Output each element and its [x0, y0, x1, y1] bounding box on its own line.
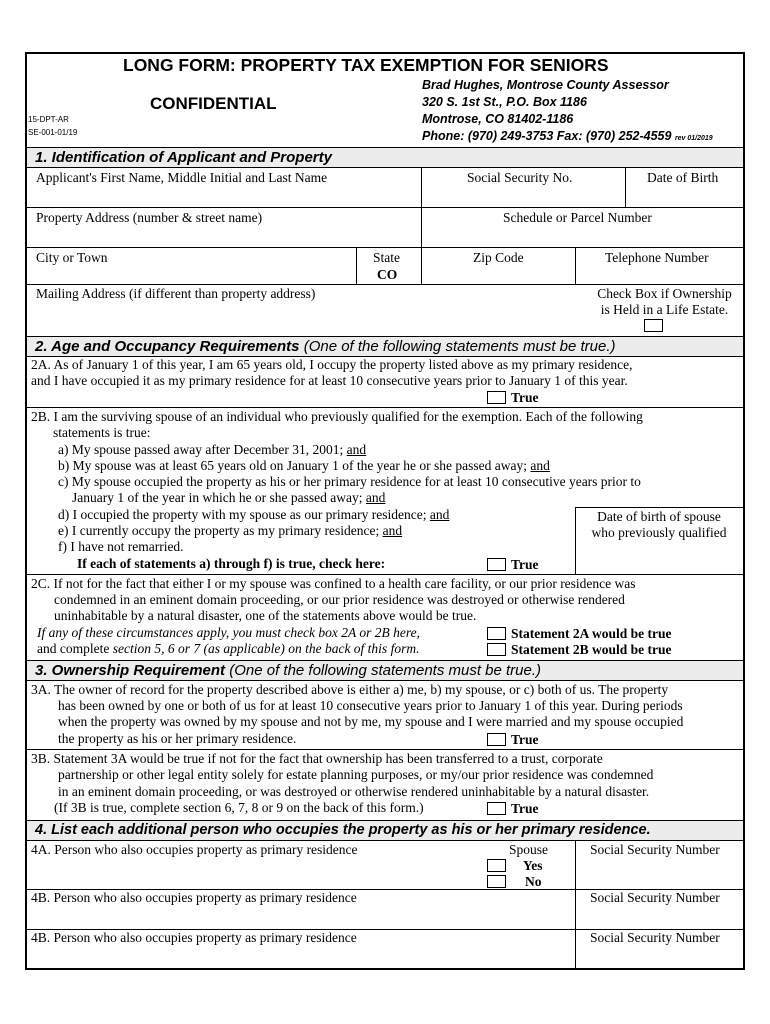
state-label: State [373, 250, 400, 265]
ssn-field[interactable]: Social Security No. [467, 170, 573, 185]
life-estate-label [587, 286, 742, 318]
statement-3a-checkbox[interactable] [487, 733, 506, 746]
spouse-dob-line-1: Date of birth of spouse [597, 509, 721, 524]
statement-3b-line-3: in an eminent domain proceeding, or was destroyed or otherwise rendered uninhabitable by a natural disaster. [58, 784, 650, 799]
section-2-header [27, 337, 743, 356]
spouse-label: Spouse [509, 842, 549, 857]
statement-2b-e-text: e) I currently occupy the property as my primary residence; [58, 523, 383, 538]
and-word: and [530, 458, 550, 473]
statement-2c-line-5 [37, 641, 419, 657]
statement-2a-would-be-true-checkbox[interactable] [487, 627, 506, 640]
statement-2a-line-1: 2A. As of January 1 of this year, I am 65 years old, I occupy the property listed above as my primary residence, [31, 357, 633, 372]
section-4-header: 4. List each additional person who occupies the property as his or her primary residence. [27, 821, 743, 840]
ssn-4c-field[interactable]: Social Security Number [590, 930, 720, 945]
form-code-1: 15-DPT-AR [28, 115, 69, 124]
assessor-phone: Phone: (970) 249-3753 Fax: (970) 252-4559 [422, 129, 672, 143]
section-3-header [27, 661, 743, 680]
statement-3a-true: True [511, 732, 539, 747]
statement-2b-would-be-true-label: Statement 2B would be true [511, 642, 672, 657]
life-estate-checkbox[interactable] [644, 319, 663, 332]
statement-3b-line-4: (If 3B is true, complete section 6, 7, 8 or 9 on the back of this form.) [54, 800, 424, 815]
statement-2b-c-line-2 [72, 490, 385, 506]
statement-2a-true: True [511, 390, 539, 405]
assessor-address1: 320 S. 1st St., P.O. Box 1186 [422, 95, 587, 109]
statement-2b-e [58, 523, 402, 539]
statement-2c-line-4: If any of these circumstances apply, you must check box 2A or 2B here, [37, 625, 421, 640]
zip-field[interactable]: Zip Code [473, 250, 524, 265]
spouse-no-label: No [525, 874, 542, 889]
statement-2b-c-text: January 1 of the year in which he or she passed away; [72, 490, 366, 505]
statement-2b-d-text: d) I occupied the property with my spouse as our primary residence; [58, 507, 430, 522]
statement-2c-line-5a: and complete [37, 641, 113, 656]
statement-2c-line-3: uninhabitable by a natural disaster, one of the statements above would be true. [54, 608, 477, 623]
section-1-header: 1. Identification of Applicant and Property [27, 148, 743, 167]
telephone-field[interactable]: Telephone Number [605, 250, 709, 265]
assessor-name: Brad Hughes, Montrose County Assessor [422, 78, 669, 92]
spouse-yes-checkbox[interactable] [487, 859, 506, 872]
statement-2b-checkbox[interactable] [487, 558, 506, 571]
confidential-label: CONFIDENTIAL [150, 94, 277, 113]
and-word: and [365, 490, 386, 505]
section-2-subtitle: (One of the following statements must be true.) [299, 338, 616, 355]
parcel-number-field[interactable]: Schedule or Parcel Number [503, 210, 652, 225]
section-2-title: 2. Age and Occupancy Requirements [35, 338, 300, 355]
dob-field[interactable]: Date of Birth [647, 170, 719, 185]
state-value: CO [377, 267, 398, 282]
form-body [25, 52, 745, 970]
statement-3b-line-1: 3B. Statement 3A would be true if not for the fact that ownership has been transferred to a trust, corporate [31, 751, 603, 766]
revision-date: rev 01/2019 [674, 135, 713, 142]
spouse-dob-field[interactable] [575, 509, 743, 541]
statement-2b-a-text: a) My spouse passed away after December 31, 2001; [58, 442, 347, 457]
statement-2c-line-2: condemned in an eminent domain proceeding, or our prior residence was destroyed or otherwise rendered [54, 592, 625, 607]
person-4a-field[interactable]: 4A. Person who also occupies property as primary residence [31, 842, 358, 857]
property-address-field[interactable]: Property Address (number & street name) [36, 210, 263, 225]
statement-3b-line-2: partnership or other legal entity solely for estate planning purposes, or my/our prior residence was condemned [58, 767, 654, 782]
and-word: and [429, 507, 450, 522]
statement-2a-would-be-true-label: Statement 2A would be true [511, 626, 672, 641]
ssn-4b-field[interactable]: Social Security Number [590, 890, 720, 905]
statement-2b-true: True [511, 557, 539, 572]
spouse-yes-label: Yes [523, 858, 543, 873]
ssn-4a-field[interactable]: Social Security Number [590, 842, 720, 857]
section-3-title: 3. Ownership Requirement [35, 662, 226, 679]
statement-2b-would-be-true-checkbox[interactable] [487, 643, 506, 656]
statement-2b-b [58, 458, 550, 474]
statement-2b-check-label: If each of statements a) through f) is true, check here: [77, 556, 386, 571]
spouse-dob-line-2: who previously qualified [591, 525, 727, 540]
statement-2b-d [58, 507, 449, 523]
section-3-subtitle: (One of the following statements must be true.) [225, 662, 542, 679]
life-estate-line-2: is Held in a Life Estate. [600, 302, 729, 317]
city-field[interactable]: City or Town [36, 250, 108, 265]
statement-2b-b-text: b) My spouse was at least 65 years old on January 1 of the year he or she passed away; [58, 458, 531, 473]
form-title: LONG FORM: PROPERTY TAX EXEMPTION FOR SENIORS [123, 55, 609, 75]
applicant-name-field[interactable]: Applicant's First Name, Middle Initial and Last Name [36, 170, 328, 185]
statement-3a-line-2: has been owned by one or both of us for at least 10 consecutive years prior to January 1 of this year. During periods [58, 698, 683, 713]
statement-2c-line-5b: section 5, 6 or 7 (as applicable) on the back of this form. [112, 641, 420, 656]
statement-2b-line-1: 2B. I am the surviving spouse of an individual who previously qualified for the exemption. Each of the following [31, 409, 643, 424]
statement-2b-f: f) I have not remarried. [58, 539, 184, 554]
person-4b-field[interactable]: 4B. Person who also occupies property as primary residence [31, 890, 357, 905]
statement-2b-c-line-1: c) My spouse occupied the property as his or her primary residence for at least 10 consecutive years prior to [58, 474, 641, 489]
statement-2c-line-1: 2C. If not for the fact that either I or my spouse was confined to a health care facility, or our prior residence was [31, 576, 636, 591]
mailing-address-field[interactable]: Mailing Address (if different than property address) [36, 286, 316, 301]
statement-3b-true: True [511, 801, 539, 816]
form-code-2: SE-001-01/19 [28, 128, 78, 137]
and-word: and [382, 523, 403, 538]
statement-3b-checkbox[interactable] [487, 802, 506, 815]
statement-2a-line-2: and I have occupied it as my primary residence for at least 10 consecutive years prior to January 1 of this year. [31, 373, 628, 388]
spouse-no-checkbox[interactable] [487, 875, 506, 888]
and-word: and [346, 442, 367, 457]
person-4c-field[interactable]: 4B. Person who also occupies property as primary residence [31, 930, 357, 945]
assessor-address2: Montrose, CO 81402-1186 [422, 112, 574, 126]
statement-2b-line-2: statements is true: [53, 425, 151, 440]
statement-2a-checkbox[interactable] [487, 391, 506, 404]
statement-3a-line-4: the property as his or her primary residence. [58, 731, 297, 746]
statement-3a-line-1: 3A. The owner of record for the property described above is either a) me, b) my spouse, or c) both of us. The property [31, 682, 669, 697]
statement-2b-a [58, 442, 366, 458]
life-estate-line-1: Check Box if Ownership [597, 286, 732, 301]
statement-3a-line-3: when the property was owned by my spouse and not by me, my spouse and I were married and my spouse occupied [58, 714, 684, 729]
